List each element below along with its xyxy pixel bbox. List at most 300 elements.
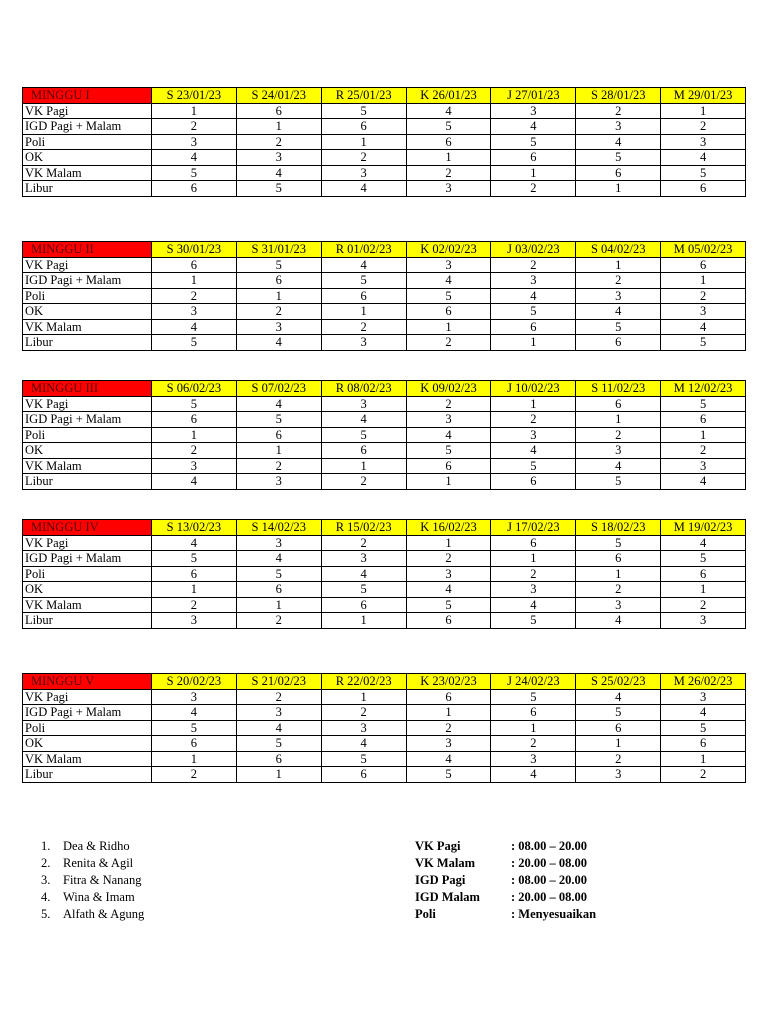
day-header: K 09/02/23 bbox=[406, 381, 491, 397]
cell-value: 2 bbox=[406, 335, 491, 351]
cell-value: 6 bbox=[491, 705, 576, 721]
table-row bbox=[23, 720, 746, 736]
cell-value: 4 bbox=[406, 427, 491, 443]
day-header: J 03/02/23 bbox=[491, 242, 576, 258]
cell-value: 2 bbox=[491, 566, 576, 582]
shift-time: : 20.00 – 08.00 bbox=[511, 856, 588, 870]
cell-value: 3 bbox=[661, 134, 746, 150]
list-number: 3. bbox=[41, 873, 51, 887]
table-row bbox=[23, 319, 746, 335]
row-label: Poli bbox=[23, 720, 152, 736]
cell-value: 2 bbox=[576, 427, 661, 443]
list-item bbox=[415, 855, 596, 872]
cell-value: 2 bbox=[491, 412, 576, 428]
cell-value: 2 bbox=[491, 736, 576, 752]
cell-value: 5 bbox=[152, 720, 237, 736]
day-header: S 28/01/23 bbox=[576, 88, 661, 104]
week-title: MINGGU II bbox=[23, 242, 152, 258]
day-header: R 22/02/23 bbox=[321, 674, 406, 690]
day-header: S 30/01/23 bbox=[152, 242, 237, 258]
cell-value: 4 bbox=[152, 150, 237, 166]
week-title: MINGGU III bbox=[23, 381, 152, 397]
cell-value: 4 bbox=[661, 150, 746, 166]
row-label: VK Pagi bbox=[23, 103, 152, 119]
table-row bbox=[23, 165, 746, 181]
cell-value: 1 bbox=[661, 582, 746, 598]
cell-value: 3 bbox=[661, 613, 746, 629]
shift-time: : 08.00 – 20.00 bbox=[511, 839, 588, 853]
cell-value: 5 bbox=[661, 335, 746, 351]
cell-value: 3 bbox=[321, 165, 406, 181]
list-number: 5. bbox=[41, 907, 51, 921]
day-header: R 25/01/23 bbox=[321, 88, 406, 104]
cell-value: 4 bbox=[321, 412, 406, 428]
list-number: 1. bbox=[41, 839, 51, 853]
cell-value: 6 bbox=[576, 720, 661, 736]
cell-value: 1 bbox=[576, 412, 661, 428]
cell-value: 1 bbox=[491, 165, 576, 181]
cell-value: 3 bbox=[661, 458, 746, 474]
cell-value: 6 bbox=[321, 767, 406, 783]
cell-value: 1 bbox=[661, 273, 746, 289]
table-row bbox=[23, 335, 746, 351]
cell-value: 5 bbox=[236, 566, 321, 582]
table-row bbox=[23, 736, 746, 752]
cell-value: 1 bbox=[491, 551, 576, 567]
cell-value: 2 bbox=[236, 458, 321, 474]
list-item bbox=[415, 906, 596, 923]
cell-value: 6 bbox=[321, 119, 406, 135]
cell-value: 5 bbox=[406, 119, 491, 135]
cell-value: 1 bbox=[236, 288, 321, 304]
cell-value: 5 bbox=[576, 535, 661, 551]
cell-value: 5 bbox=[236, 412, 321, 428]
cell-value: 6 bbox=[321, 288, 406, 304]
cell-value: 5 bbox=[576, 705, 661, 721]
row-label: Libur bbox=[23, 474, 152, 490]
cell-value: 1 bbox=[406, 474, 491, 490]
cell-value: 4 bbox=[661, 474, 746, 490]
cell-value: 5 bbox=[236, 736, 321, 752]
shift-time: : Menyesuaikan bbox=[511, 907, 597, 921]
cell-value: 3 bbox=[576, 119, 661, 135]
cell-value: 5 bbox=[406, 767, 491, 783]
cell-value: 5 bbox=[491, 458, 576, 474]
cell-value: 3 bbox=[406, 257, 491, 273]
cell-value: 2 bbox=[576, 751, 661, 767]
cell-value: 1 bbox=[152, 582, 237, 598]
cell-value: 2 bbox=[152, 767, 237, 783]
schedule-week-1 bbox=[22, 87, 746, 197]
cell-value: 4 bbox=[491, 767, 576, 783]
row-label: IGD Pagi + Malam bbox=[23, 273, 152, 289]
cell-value: 3 bbox=[321, 335, 406, 351]
day-header: K 26/01/23 bbox=[406, 88, 491, 104]
cell-value: 6 bbox=[576, 396, 661, 412]
cell-value: 4 bbox=[236, 551, 321, 567]
cell-value: 4 bbox=[152, 535, 237, 551]
cell-value: 1 bbox=[406, 319, 491, 335]
table-row bbox=[23, 689, 746, 705]
cell-value: 5 bbox=[661, 551, 746, 567]
list-item bbox=[415, 838, 596, 855]
table-row bbox=[23, 396, 746, 412]
cell-value: 3 bbox=[321, 396, 406, 412]
cell-value: 3 bbox=[406, 412, 491, 428]
day-header: M 19/02/23 bbox=[661, 520, 746, 536]
cell-value: 3 bbox=[491, 273, 576, 289]
cell-value: 4 bbox=[491, 288, 576, 304]
shift-name: VK Pagi bbox=[415, 839, 461, 853]
cell-value: 1 bbox=[152, 751, 237, 767]
cell-value: 6 bbox=[406, 458, 491, 474]
table-row bbox=[23, 566, 746, 582]
cell-value: 2 bbox=[321, 474, 406, 490]
table-row bbox=[23, 273, 746, 289]
row-label: IGD Pagi + Malam bbox=[23, 551, 152, 567]
cell-value: 2 bbox=[576, 103, 661, 119]
table-row bbox=[23, 582, 746, 598]
day-header: S 23/01/23 bbox=[152, 88, 237, 104]
cell-value: 3 bbox=[661, 304, 746, 320]
cell-value: 1 bbox=[236, 443, 321, 459]
list-item bbox=[41, 855, 144, 872]
row-label: OK bbox=[23, 150, 152, 166]
cell-value: 1 bbox=[491, 335, 576, 351]
week-title: MINGGU I bbox=[23, 88, 152, 104]
cell-value: 5 bbox=[661, 396, 746, 412]
cell-value: 2 bbox=[661, 443, 746, 459]
row-label: OK bbox=[23, 736, 152, 752]
day-header: R 01/02/23 bbox=[321, 242, 406, 258]
day-header: M 05/02/23 bbox=[661, 242, 746, 258]
cell-value: 4 bbox=[661, 705, 746, 721]
cell-value: 6 bbox=[406, 689, 491, 705]
cell-value: 1 bbox=[406, 535, 491, 551]
list-item bbox=[41, 889, 144, 906]
day-header: J 27/01/23 bbox=[491, 88, 576, 104]
day-header: S 11/02/23 bbox=[576, 381, 661, 397]
cell-value: 2 bbox=[321, 705, 406, 721]
cell-value: 3 bbox=[491, 103, 576, 119]
cell-value: 6 bbox=[491, 319, 576, 335]
cell-value: 2 bbox=[321, 535, 406, 551]
day-header: S 13/02/23 bbox=[152, 520, 237, 536]
cell-value: 3 bbox=[152, 304, 237, 320]
table-row bbox=[23, 613, 746, 629]
cell-value: 3 bbox=[406, 181, 491, 197]
day-header: J 10/02/23 bbox=[491, 381, 576, 397]
cell-value: 6 bbox=[321, 443, 406, 459]
cell-value: 6 bbox=[576, 551, 661, 567]
cell-value: 4 bbox=[321, 181, 406, 197]
cell-value: 5 bbox=[661, 165, 746, 181]
cell-value: 4 bbox=[236, 335, 321, 351]
table-row bbox=[23, 304, 746, 320]
cell-value: 3 bbox=[236, 705, 321, 721]
cell-value: 4 bbox=[236, 396, 321, 412]
cell-value: 3 bbox=[491, 751, 576, 767]
cell-value: 5 bbox=[321, 103, 406, 119]
row-label: Poli bbox=[23, 288, 152, 304]
cell-value: 1 bbox=[236, 119, 321, 135]
row-label: VK Pagi bbox=[23, 396, 152, 412]
table-row bbox=[23, 119, 746, 135]
day-header: M 26/02/23 bbox=[661, 674, 746, 690]
cell-value: 3 bbox=[236, 150, 321, 166]
cell-value: 1 bbox=[236, 767, 321, 783]
cell-value: 5 bbox=[236, 257, 321, 273]
cell-value: 6 bbox=[236, 582, 321, 598]
cell-value: 4 bbox=[406, 582, 491, 598]
cell-value: 5 bbox=[321, 427, 406, 443]
schedule-week-5 bbox=[22, 673, 746, 783]
cell-value: 1 bbox=[661, 427, 746, 443]
cell-value: 3 bbox=[491, 427, 576, 443]
schedule-week-4 bbox=[22, 519, 746, 629]
cell-value: 1 bbox=[321, 613, 406, 629]
cell-value: 5 bbox=[152, 165, 237, 181]
cell-value: 2 bbox=[661, 767, 746, 783]
cell-value: 2 bbox=[321, 319, 406, 335]
table-row bbox=[23, 551, 746, 567]
cell-value: 5 bbox=[661, 720, 746, 736]
cell-value: 1 bbox=[406, 705, 491, 721]
cell-value: 5 bbox=[491, 689, 576, 705]
cell-value: 2 bbox=[152, 597, 237, 613]
day-header: S 20/02/23 bbox=[152, 674, 237, 690]
cell-value: 6 bbox=[152, 736, 237, 752]
table-row bbox=[23, 767, 746, 783]
day-header: R 08/02/23 bbox=[321, 381, 406, 397]
cell-value: 5 bbox=[491, 134, 576, 150]
cell-value: 6 bbox=[152, 181, 237, 197]
cell-value: 5 bbox=[491, 613, 576, 629]
row-label: Poli bbox=[23, 566, 152, 582]
cell-value: 2 bbox=[406, 165, 491, 181]
cell-value: 1 bbox=[321, 134, 406, 150]
row-label: VK Pagi bbox=[23, 689, 152, 705]
cell-value: 1 bbox=[406, 150, 491, 166]
cell-value: 2 bbox=[576, 582, 661, 598]
cell-value: 1 bbox=[576, 257, 661, 273]
cell-value: 1 bbox=[152, 103, 237, 119]
day-header: M 29/01/23 bbox=[661, 88, 746, 104]
cell-value: 1 bbox=[661, 103, 746, 119]
cell-value: 3 bbox=[491, 582, 576, 598]
table-row bbox=[23, 535, 746, 551]
row-label: IGD Pagi + Malam bbox=[23, 705, 152, 721]
day-header: J 24/02/23 bbox=[491, 674, 576, 690]
day-header: S 07/02/23 bbox=[236, 381, 321, 397]
table-row bbox=[23, 597, 746, 613]
cell-value: 4 bbox=[236, 165, 321, 181]
cell-value: 4 bbox=[236, 720, 321, 736]
cell-value: 6 bbox=[236, 751, 321, 767]
cell-value: 1 bbox=[321, 458, 406, 474]
cell-value: 4 bbox=[321, 566, 406, 582]
day-header: S 21/02/23 bbox=[236, 674, 321, 690]
cell-value: 4 bbox=[576, 304, 661, 320]
shift-name: Poli bbox=[415, 907, 436, 921]
row-label: VK Malam bbox=[23, 597, 152, 613]
cell-value: 4 bbox=[321, 257, 406, 273]
cell-value: 6 bbox=[152, 412, 237, 428]
cell-value: 2 bbox=[406, 551, 491, 567]
cell-value: 4 bbox=[576, 689, 661, 705]
day-header: J 17/02/23 bbox=[491, 520, 576, 536]
table-row bbox=[23, 751, 746, 767]
day-header: S 06/02/23 bbox=[152, 381, 237, 397]
cell-value: 6 bbox=[661, 566, 746, 582]
shift-name: IGD Pagi bbox=[415, 873, 466, 887]
cell-value: 4 bbox=[576, 134, 661, 150]
week-title: MINGGU IV bbox=[23, 520, 152, 536]
table-row bbox=[23, 103, 746, 119]
cell-value: 2 bbox=[491, 181, 576, 197]
cell-value: 2 bbox=[661, 597, 746, 613]
day-header: K 16/02/23 bbox=[406, 520, 491, 536]
cell-value: 1 bbox=[321, 304, 406, 320]
cell-value: 4 bbox=[491, 119, 576, 135]
row-label: VK Malam bbox=[23, 319, 152, 335]
cell-value: 3 bbox=[661, 689, 746, 705]
cell-value: 6 bbox=[491, 535, 576, 551]
list-item bbox=[41, 872, 144, 889]
row-label: OK bbox=[23, 443, 152, 459]
week-title: MINGGU V bbox=[23, 674, 152, 690]
team-name: Wina & Imam bbox=[63, 890, 135, 904]
cell-value: 5 bbox=[321, 582, 406, 598]
cell-value: 2 bbox=[321, 150, 406, 166]
cell-value: 3 bbox=[576, 597, 661, 613]
table-row bbox=[23, 181, 746, 197]
cell-value: 4 bbox=[406, 751, 491, 767]
cell-value: 6 bbox=[576, 335, 661, 351]
header-row bbox=[23, 242, 746, 258]
cell-value: 6 bbox=[491, 474, 576, 490]
schedule-week-2 bbox=[22, 241, 746, 351]
table-row bbox=[23, 257, 746, 273]
cell-value: 6 bbox=[236, 103, 321, 119]
cell-value: 2 bbox=[236, 689, 321, 705]
day-header: S 04/02/23 bbox=[576, 242, 661, 258]
cell-value: 1 bbox=[152, 427, 237, 443]
cell-value: 5 bbox=[152, 551, 237, 567]
day-header: K 02/02/23 bbox=[406, 242, 491, 258]
day-header: S 18/02/23 bbox=[576, 520, 661, 536]
day-header: M 12/02/23 bbox=[661, 381, 746, 397]
row-label: VK Malam bbox=[23, 751, 152, 767]
cell-value: 3 bbox=[406, 736, 491, 752]
header-row bbox=[23, 520, 746, 536]
cell-value: 6 bbox=[236, 273, 321, 289]
cell-value: 1 bbox=[661, 751, 746, 767]
table-row bbox=[23, 705, 746, 721]
day-header: S 14/02/23 bbox=[236, 520, 321, 536]
team-name: Fitra & Nanang bbox=[63, 873, 142, 887]
day-header: S 25/02/23 bbox=[576, 674, 661, 690]
cell-value: 4 bbox=[661, 535, 746, 551]
cell-value: 3 bbox=[236, 535, 321, 551]
cell-value: 5 bbox=[576, 474, 661, 490]
table-row bbox=[23, 474, 746, 490]
shift-time: : 20.00 – 08.00 bbox=[511, 890, 588, 904]
cell-value: 3 bbox=[152, 689, 237, 705]
cell-value: 3 bbox=[152, 134, 237, 150]
day-header: K 23/02/23 bbox=[406, 674, 491, 690]
cell-value: 4 bbox=[576, 613, 661, 629]
table-row bbox=[23, 412, 746, 428]
row-label: OK bbox=[23, 582, 152, 598]
cell-value: 5 bbox=[321, 751, 406, 767]
cell-value: 4 bbox=[152, 705, 237, 721]
shift-time: : 08.00 – 20.00 bbox=[511, 873, 588, 887]
cell-value: 3 bbox=[152, 458, 237, 474]
cell-value: 3 bbox=[236, 474, 321, 490]
cell-value: 3 bbox=[576, 443, 661, 459]
table-row bbox=[23, 134, 746, 150]
cell-value: 4 bbox=[661, 319, 746, 335]
cell-value: 6 bbox=[661, 257, 746, 273]
table-row bbox=[23, 427, 746, 443]
list-item bbox=[415, 889, 596, 906]
cell-value: 4 bbox=[491, 443, 576, 459]
cell-value: 2 bbox=[661, 119, 746, 135]
row-label: VK Malam bbox=[23, 165, 152, 181]
cell-value: 4 bbox=[576, 458, 661, 474]
cell-value: 6 bbox=[152, 257, 237, 273]
cell-value: 5 bbox=[406, 288, 491, 304]
row-label: Libur bbox=[23, 767, 152, 783]
cell-value: 2 bbox=[236, 613, 321, 629]
cell-value: 6 bbox=[406, 613, 491, 629]
cell-value: 1 bbox=[491, 720, 576, 736]
table-row bbox=[23, 288, 746, 304]
cell-value: 5 bbox=[152, 396, 237, 412]
cell-value: 5 bbox=[321, 273, 406, 289]
cell-value: 4 bbox=[321, 736, 406, 752]
cell-value: 5 bbox=[152, 335, 237, 351]
cell-value: 6 bbox=[576, 165, 661, 181]
cell-value: 2 bbox=[236, 304, 321, 320]
cell-value: 3 bbox=[321, 551, 406, 567]
list-number: 2. bbox=[41, 856, 51, 870]
team-name: Alfath & Agung bbox=[63, 907, 145, 921]
cell-value: 2 bbox=[491, 257, 576, 273]
row-label: VK Pagi bbox=[23, 257, 152, 273]
cell-value: 5 bbox=[576, 150, 661, 166]
list-number: 4. bbox=[41, 890, 51, 904]
cell-value: 1 bbox=[236, 597, 321, 613]
cell-value: 5 bbox=[406, 443, 491, 459]
cell-value: 2 bbox=[152, 119, 237, 135]
cell-value: 2 bbox=[406, 396, 491, 412]
header-row bbox=[23, 381, 746, 397]
team-name: Dea & Ridho bbox=[63, 839, 130, 853]
cell-value: 1 bbox=[491, 396, 576, 412]
cell-value: 4 bbox=[406, 273, 491, 289]
table-row bbox=[23, 443, 746, 459]
cell-value: 6 bbox=[491, 150, 576, 166]
table-row bbox=[23, 458, 746, 474]
row-label: Libur bbox=[23, 181, 152, 197]
cell-value: 6 bbox=[152, 566, 237, 582]
row-label: VK Pagi bbox=[23, 535, 152, 551]
shift-times bbox=[415, 838, 596, 923]
cell-value: 1 bbox=[576, 566, 661, 582]
cell-value: 4 bbox=[152, 319, 237, 335]
